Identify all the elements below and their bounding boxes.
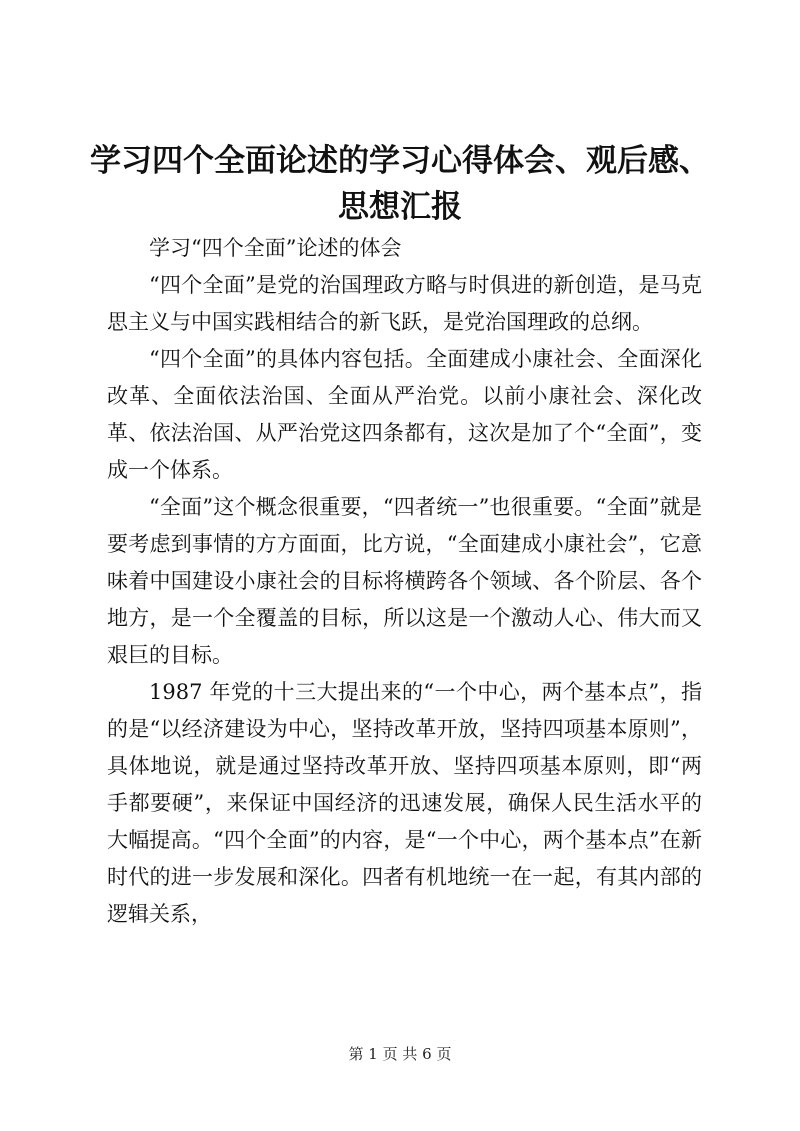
paragraph: 1987 年党的十三大提出来的“一个中心，两个基本点”，指的是“以经济建设为中心，坚持改革开放，坚持四项基本原则”，具体地说，就是通过坚持改革开放、坚持四项基本原则，即“两手都要硬”，来保证中国经济的迅速发展，确保人民生活水平的大幅提高。“四个全面”的内容，是“一个中心，两个基本点”在新时代的进一步发展和深化。四者有机地统一在一起，有其内部的逻辑关系， <box>107 680 702 926</box>
paragraph: “全面”这个概念很重要，“四者统一”也很重要。“全面”就是要考虑到事情的方方面面，比方说，“全面建成小康社会”，它意味着中国建设小康社会的目标将横跨各个领域、各个阶层、各个地方，是一个全覆盖的目标，所以这是一个激动人心、伟大而又艰巨的目标。 <box>107 495 702 667</box>
title-line-1: 学习四个全面论述的学习心得体会、观后感、 <box>90 143 710 179</box>
document-title <box>80 138 720 230</box>
paragraph: “四个全面”的具体内容包括。全面建成小康社会、全面深化改革、全面依法治国、全面从严治党。以前小康社会、深化改革、依法治国、从严治党这四条都有，这次是加了个“全面”，变成一个体系。 <box>107 347 702 482</box>
paragraph-subtitle: 学习“四个全面”论述的体会 <box>149 236 402 260</box>
document-body <box>107 230 702 933</box>
paragraph: “四个全面”是党的治国理政方略与时俱进的新创造，是马克思主义与中国实践相结合的新飞跃，是党治国理政的总纲。 <box>107 273 702 334</box>
page-footer: 第 1 页 共 6 页 <box>348 1045 452 1063</box>
title-line-2: 思想汇报 <box>338 189 462 225</box>
